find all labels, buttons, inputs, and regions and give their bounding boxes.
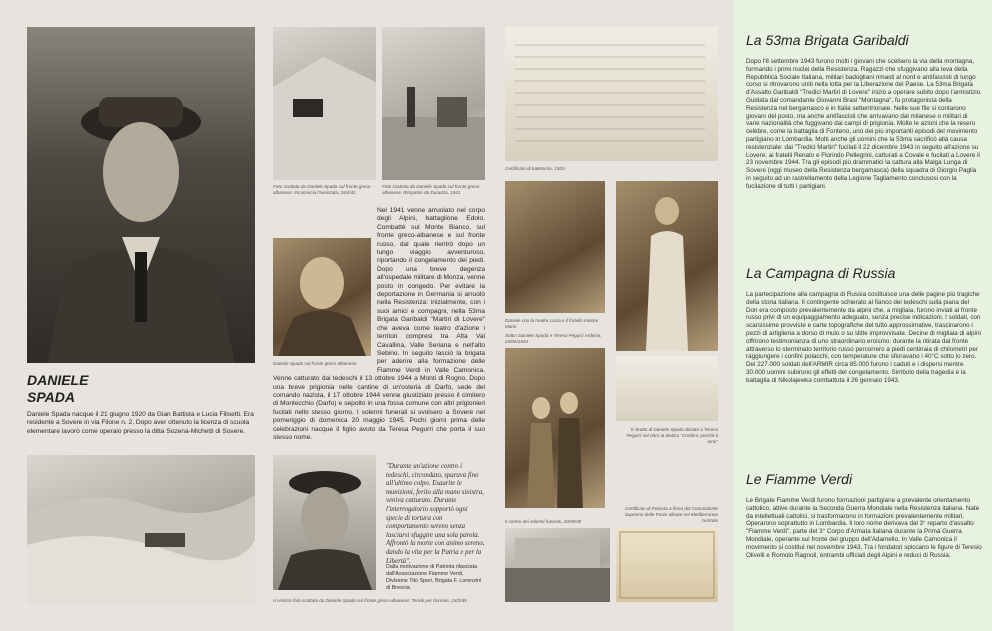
section-text-fiamme: Le Brigate Fiamme Verdi furono formazioni partigiane a prevalente orientamento cattolico, attive durante la Seconda Guerra Mondiale nella Resistenza italiana. Nate da intellettuali cattolici, si trasformarono in formazioni prevalentemente militari. Operarono soprattutto in Lombardia. Il loro nome derivava dal 3° reparto d'assalto "Fiamme Verdi", parte del 3° Corpo d'Armata italiana durante la Prima Guerra Mondiale, operante sul fronte del gruppo dell'Adamello. In Valle Camonica il movimento si costituì nel novembre 1943. Tra i fondatori spiccano le figure di Teresio Olivelli e Romolo Ragnoli, entrambi ufficiali degli Alpini e reduci di Russia. xyxy=(746,497,982,559)
section-title-fiamme: Le Fiamme Verdi xyxy=(746,471,853,487)
caption-couple: Sotto: Daniele Spada e Teresa Pegurri Ardesio, 23/06/1944 xyxy=(505,333,602,344)
standing-soldier-photo xyxy=(616,181,718,351)
funeral-photo xyxy=(505,528,610,602)
caption-patriot-certificate: Certificato di Patriota a firma del Comandante Supremo delle Forze alleate nel Mediterraneo centrale xyxy=(624,506,718,523)
couple-figures xyxy=(505,348,605,508)
family-photo xyxy=(505,181,605,313)
last-name: SPADA xyxy=(27,389,75,405)
soldier-with-hat xyxy=(273,455,376,590)
crowd xyxy=(505,528,610,602)
section-text-brigata: Dopo l'8 settembre 1943 furono molti i giovani che scelsero la via della montagna, formando i primi nuclei della Resistenza. Ragazzi che sfuggivano alla leva della Repubblica Sociale Italiana, militari badogliani rimasti al nord e antifascisti di lungo corso si ritrovarono uniti nella lotta per la Liberazione del Paese. La 53ma Brigata d'Assalto Garibaldi "Tredici Martiri di Lovere" iniziò a operare subito dopo l'armistizio. Guidata dal comandante Giovanni Brasi "Montagna", fu protagonista della Resistenza nel bergamasco e in Italia settentrionale. Nelle sue file si contarono giovani del posto, ma anche antifascisti che arrivavano dal milanese o militari di varie nazionalità che fuggivano dai campi di prigionia. Molte le azioni che la resero celebre, come la battaglia di Fonteno, uno dei più importanti episodi del movimento partigiano in Lombardia. Molti anche gli uomini che la 53ma sacrificò alla causa resistenziale: dai "Tredici Martiri" fucilati il 22 dicembre 1943 in seguito all'azione su Lovere; ai fratelli Renato e Florindo Pellegrini, catturati a Covale e fucilati a Lovere il 23 novembre 1944. Tra gli episodi più drammatici la cattura alla Malga Lunga di Sovere (oggi museo della Resistenza bergamasca) della squadra di Giorgio Paglia in seguito ad un rastrellamento della Legione Tagliamento conclusosi con la fucilazione di tutti i partigiani. xyxy=(746,58,982,190)
caption-photo-top-2: Foto scattata da Daniele Spada sul fronte greco-albanese: Rimpatrio da Durazzo, 1941 xyxy=(382,184,481,195)
main-story-text-content: Nel 1941 venne arruolato nel corpo degli Alpini, battaglione Edolo. Combatté sul Monte Bianco, sul fronte greco-albanese e sul fronte russo, dal quale rientrò dopo un lungo viaggio avventuroso, riportando il congelamento dei piedi. Dopo una breve degenza all'ospedale militare di Monza, venne posto in congedo. Per evitare la deportazione in Germania si arruolò nella Resistenza: inizialmente, con i suoi amici e compagni, nella 53ma Brigata Garibaldi "Martiri di Lovere" che aveva come teatro d'azione i territori compresi tra Alta Val Cavallina, Valle Seriana e nell'alto Sebino. In seguito lasciò la brigata per aderire alla formazione delle Fiamme Verdi in Valle Camonica. Venne catturato dai tedeschi il 13 ottobre 1944 a Monti di Rogno. Dopo una breve prigionia nelle cantine di un'osteria di Darfo, sede del comando nazista, il 17 ottobre 1944 venne giustiziato presso il cimitero di Montecchio (Darfo) e sepolto in una fossa comune con altri prigionieri fucilati nello stesso giorno. I solenni funerali si svolsero a Sovere nel pomeriggio di domenica 20 maggio 1945. Pochi giorni prima delle celebrazioni nacque il figlio avuto da Teresa Pegurri che porta il suo stesso nome. xyxy=(273,207,485,441)
photo-top-1 xyxy=(273,27,376,180)
caption-portrait-small: Daniele Spada sul fronte greco-albanese xyxy=(273,361,357,366)
section-title-russia: La Campagna di Russia xyxy=(746,265,896,281)
standing-figure xyxy=(616,181,718,351)
first-name: DANIELE xyxy=(27,372,89,388)
sidebar-panel xyxy=(734,0,992,631)
quote-text: "Durante un'azione contro i tedeschi, circondato, sparava fino all'ultimo colpo. Esaurite le munizioni, ferito alla mano sinistra, veniva catturato. Durante l'interrogatorio sopportò ogni specie di tortura con comportamento sereno senza lasciarsi sfuggire una sola parola. Affrontò la morte con animo sereno, dando la vita per la Patria e per la Libertà". xyxy=(386,463,485,565)
caption-ritratto: Il ritratto di Daniele Spada donato a Teresa Pegurri nel retro la dedica "Credimi, perché ti amo" xyxy=(626,427,718,444)
caption-funeral: Il corteo dei solenni funerali, 20/05/45 xyxy=(505,519,582,524)
portrait-photo-main xyxy=(27,27,255,363)
section-title-brigata: La 53ma Brigata Garibaldi xyxy=(746,32,909,48)
soldier-portrait-illustration xyxy=(27,27,255,363)
photo-top-2 xyxy=(382,27,485,180)
mountain-photo-bottom-left xyxy=(27,455,255,604)
snow-landscape xyxy=(27,455,255,604)
section-text-russia: La partecipazione alla campagna di Russia costituisce una delle pagine più tragiche della storia italiana. Il contingente schierato al fianco dei tedeschi sulla piana del Don era composto prevalentemente da alpini che, a migliaia, furono inviati al fronte russo privi di un equipaggiamento adeguato, senza precise indicazioni. I soldati, con scarsissime provviste e carte topografiche del tutto approssimative, trascinarono i pezzi di artiglieria a dorso di mulo o su slitte improvvisate. Decine di migliaia di alpini offrirono testimonianza di uno straordinario eroismo: durante la ritirata dal fronte attraverso lo sterminato territorio russo percorrero a piedi centinaia di chilometri per raggiungere i confini polacchi, con temperature che sfioravano i 40°C sotto lo zero. Dei 227.000 soldati dell'ARMIR circa 85.000 furono i caduti e i dispersi mentre 30.000 uomini subirono gli effetti del congelamento. Simbolo della tragedia è la battaglia di Nikolajewka combattuta il 26 gennaio 1943. xyxy=(746,291,981,384)
troops-snow xyxy=(273,27,376,180)
caption-certificate: Certificato di battesimo, 1920 xyxy=(505,166,565,171)
caption-photo-top-1: Foto scattata da Daniele Spada sul fronte greco-albanese: Incamincia l'avanzata, 26/4/41 xyxy=(273,184,372,195)
ritratto-card xyxy=(616,356,718,421)
ship-photo xyxy=(382,27,485,180)
couple-photo xyxy=(505,348,605,508)
certificate-border xyxy=(616,528,718,602)
main-story-text xyxy=(273,207,485,442)
person-bio: Daniele Spada nacque il 21 giugno 1920 da Gian Battista e Lucia Filisetti. Era residente a Sovere in via Filone n. 2. Dopo aver ottenuto la licenza di scuola elementare lavorò come operaio presso la ditta Sozena-Michetti di Sovere. xyxy=(27,411,254,435)
person-name xyxy=(27,372,88,406)
baptism-certificate xyxy=(505,27,718,161)
portrait-photo-hat xyxy=(273,455,376,590)
caption-family: Daniele con la madre Lucia e il fratello minore Mario xyxy=(505,318,599,329)
caption-bottom: A sinistra foto scattata da Daniele Spada sul fronte greco-albanese: Tende per dormire, 24/2/45 xyxy=(273,598,467,603)
quote-source: Dalla motivazione di Patriota rilasciata dall'Associazione Fiamme Verdi, Divisione Tito Speri, Brigata F. Lorenzini di Brescia. xyxy=(386,564,482,591)
patriot-certificate xyxy=(616,528,718,602)
certificate-lines xyxy=(505,27,718,161)
